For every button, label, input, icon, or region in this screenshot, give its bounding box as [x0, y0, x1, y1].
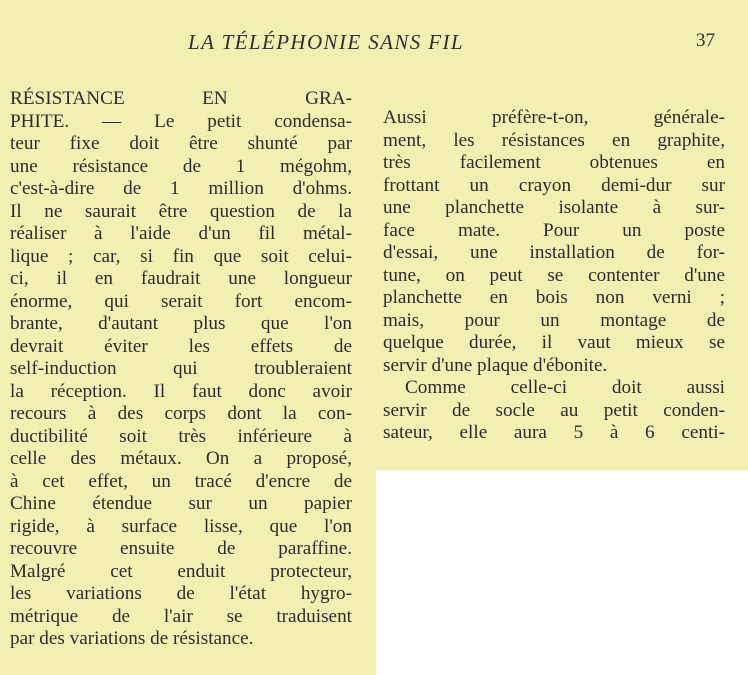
text-line: brante, d'autant plus que l'on — [10, 313, 352, 334]
text-line: très facilement obtenues en — [383, 152, 725, 173]
text-line: Aussi préfère-t-on, générale- — [383, 107, 725, 128]
text-line: quelque durée, il vaut mieux se — [383, 332, 725, 353]
text-line: mais, pour un montage de — [383, 309, 725, 331]
text-line: tune, on peut se contenter d'une — [383, 264, 725, 286]
text-line: RÉSISTANCE EN GRA- — [10, 88, 352, 109]
text-line: self-induction qui troubleraient — [10, 358, 352, 379]
text-line: teur fixe doit être shunté par — [10, 133, 352, 154]
text-line: ductibilité soit très inférieure à — [10, 425, 352, 447]
text-line: recours à des corps dont la con- — [10, 403, 352, 424]
text-line: la réception. Il faut donc avoir — [10, 380, 352, 402]
text-line: servir d'une plaque d'ébonite. — [383, 354, 608, 376]
text-line: celle des métaux. On a proposé, — [10, 448, 352, 469]
blank-area — [376, 470, 748, 675]
right-text-column — [383, 107, 725, 445]
text-line: les variations de l'état hygro- — [10, 583, 352, 604]
text-line: Il ne saurait être question de la — [10, 200, 352, 222]
running-header-title: LA TÉLÉPHONIE SANS FIL — [188, 30, 465, 54]
text-line: Comme celle-ci doit aussi — [405, 377, 725, 398]
text-line: métrique de l'air se traduisent — [10, 605, 352, 627]
text-line: face mate. Pour un poste — [383, 219, 725, 241]
text-line: d'essai, une installation de for- — [383, 242, 725, 263]
text-line: recouvre ensuite de paraffine. — [10, 538, 352, 559]
text-line: Chine étendue sur un papier — [10, 493, 352, 514]
text-line: Malgré cet enduit protecteur, — [10, 560, 352, 582]
text-line: devrait éviter les effets de — [10, 335, 352, 357]
text-line: une planchette isolante à sur- — [383, 197, 725, 218]
text-line: lique ; car, si fin que soit celui- — [10, 245, 352, 267]
text-line: par des variations de résistance. — [10, 628, 254, 649]
text-line: réaliser à l'aide d'un fil métal- — [10, 223, 352, 244]
page-number: 37 — [696, 30, 715, 51]
text-line: à cet effet, un tracé d'encre de — [10, 470, 352, 492]
text-line: planchette en bois non verni ; — [383, 287, 725, 308]
left-text-column — [10, 88, 352, 651]
text-line: une résistance de 1 mégohm, — [10, 155, 352, 177]
text-line: ment, les résistances en graphite, — [383, 129, 725, 151]
text-line: énorme, qui serait fort encom- — [10, 290, 352, 312]
text-line: rigide, à surface lisse, que l'on — [10, 515, 352, 537]
text-line: ci, il en faudrait une longueur — [10, 268, 352, 289]
text-line: sateur, elle aura 5 à 6 centi- — [383, 422, 725, 443]
text-line: servir de socle au petit conden- — [383, 399, 725, 421]
text-line: frottant un crayon demi-dur sur — [383, 174, 725, 196]
text-line: PHITE. — Le petit condensa- — [10, 110, 352, 132]
text-line: c'est-à-dire de 1 million d'ohms. — [10, 178, 352, 199]
